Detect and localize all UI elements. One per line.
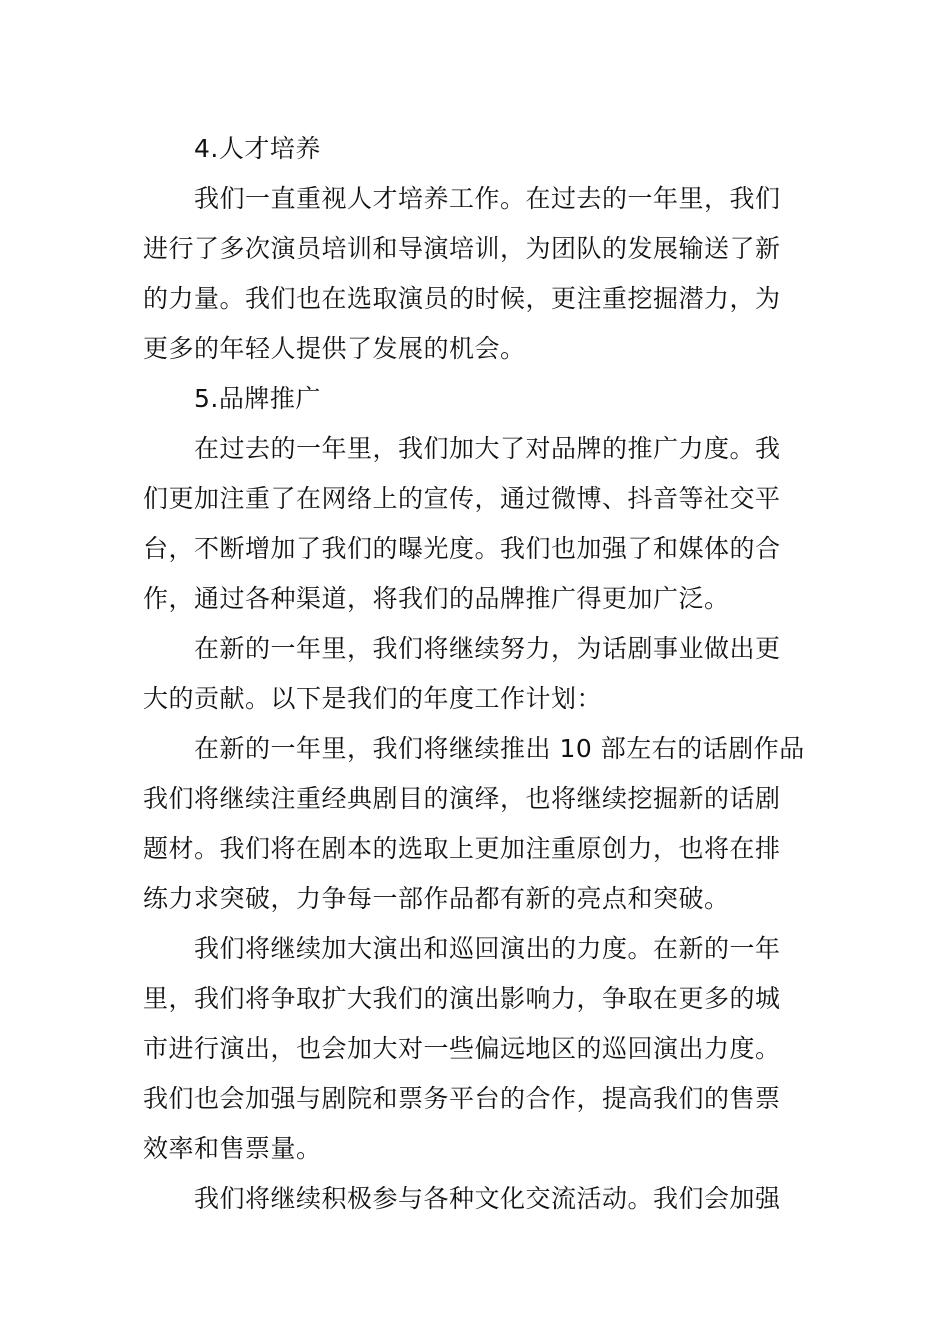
paragraph-line: 在新的一年里，我们将继续推出 10 部左右的话剧作品 [194,734,805,763]
document-body [143,124,808,1224]
section-heading-brand-promotion: 5.品牌推广 [194,384,321,413]
paragraph-line: 我们也会加强与剧院和票务平台的合作，提高我们的售票 [143,1084,781,1113]
paragraph-line: 作，通过各种渠道，将我们的品牌推广得更加广泛。 [143,584,730,613]
paragraph-new-year-intro [143,624,808,724]
paragraph-line: 大的贡献。以下是我们的年度工作计划： [143,684,603,713]
paragraph-line: 们更加注重了在网络上的宣传，通过微博、抖音等社交平 [143,484,781,513]
paragraph-line: 里，我们将争取扩大我们的演出影响力，争取在更多的城 [143,984,781,1013]
paragraph-new-works [143,724,808,924]
paragraph-talent-training [143,174,808,374]
paragraph-brand-promotion [143,424,808,624]
section-heading-talent-training: 4.人才培养 [194,134,321,163]
paragraph-line: 题材。我们将在剧本的选取上更加注重原创力，也将在排 [143,834,781,863]
paragraph-line: 我们将继续积极参与各种文化交流活动。我们会加强 [194,1184,781,1213]
paragraph-line: 在过去的一年里，我们加大了对品牌的推广力度。我 [194,434,781,463]
paragraph-line: 我们将继续注重经典剧目的演绎，也将继续挖掘新的话剧 [143,784,781,813]
paragraph-touring [143,924,808,1174]
paragraph-cultural-exchange [143,1174,808,1224]
paragraph-line: 进行了多次演员培训和导演培训，为团队的发展输送了新 [143,234,781,263]
paragraph-line: 更多的年轻人提供了发展的机会。 [143,334,526,363]
paragraph-line: 我们将继续加大演出和巡回演出的力度。在新的一年 [194,934,781,963]
paragraph-line: 练力求突破，力争每一部作品都有新的亮点和突破。 [143,884,730,913]
paragraph-line: 在新的一年里，我们将继续努力，为话剧事业做出更 [194,634,781,663]
paragraph-line: 的力量。我们也在选取演员的时候，更注重挖掘潜力，为 [143,284,781,313]
paragraph-line: 台，不断增加了我们的曝光度。我们也加强了和媒体的合 [143,534,781,563]
paragraph-line: 我们一直重视人才培养工作。在过去的一年里，我们 [194,184,781,213]
paragraph-line: 效率和售票量。 [143,1134,322,1163]
paragraph-line: 市进行演出，也会加大对一些偏远地区的巡回演出力度。 [143,1034,781,1063]
